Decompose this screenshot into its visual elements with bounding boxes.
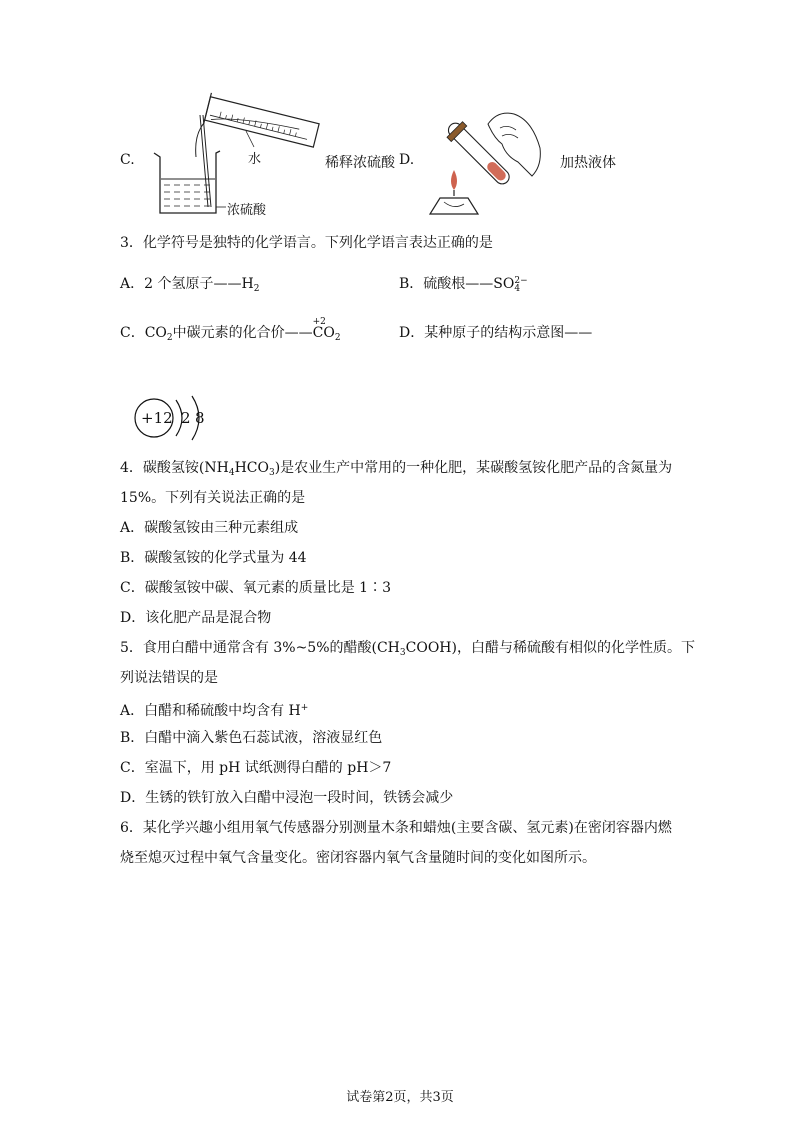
q4-stem-sub1: 4 <box>228 468 235 478</box>
q3-option-c <box>120 317 341 345</box>
q5-option-a <box>120 701 308 718</box>
q3-option-b <box>399 276 528 294</box>
q3-option-b-charge: 2− <box>514 276 528 286</box>
q3-option-c-formula-sub: 2 <box>334 333 341 343</box>
page-footer: 试卷第2页，共3页 <box>346 1090 454 1105</box>
q2-option-d-label: D. <box>399 152 415 168</box>
q3-stem: 3．化学符号是独特的化学语言。下列化学语言表达正确的是 <box>120 235 493 251</box>
q5-stem-part2: COOH)，白醋与稀硫酸有相似的化学性质。下 <box>405 640 695 656</box>
q4-option-c: C．碳酸氢铵中碳、氧元素的质量比是 1∶3 <box>120 580 391 596</box>
atom-nucleus-charge: +12 <box>141 409 173 427</box>
q6-stem-line2: 烧至熄灭过程中氧气含量变化。密闭容器内氧气含量随时间的变化如图所示。 <box>120 850 596 866</box>
q3-valence-mark: +2 <box>312 317 326 327</box>
q2-option-c-caption: 稀释浓硫酸 <box>325 155 395 171</box>
q5-option-b: B．白醋中滴入紫色石蕊试液，溶液显红色 <box>120 730 383 746</box>
q3-option-a-text: A．2 个氢原子——H <box>120 276 254 292</box>
q5-stem-line1 <box>120 641 695 660</box>
q5-stem-part1: 5．食用白醋中通常含有 3%~5%的醋酸(CH <box>120 640 400 656</box>
q2-option-c-label: C. <box>120 152 135 168</box>
q4-stem-part2: HCO <box>234 460 269 476</box>
q3-option-a-sub: 2 <box>253 284 260 294</box>
q3-option-b-text: B．硫酸根——SO <box>399 276 515 292</box>
q4-option-d: D．该化肥产品是混合物 <box>120 610 272 626</box>
q3-option-c-formula: CO <box>312 325 335 341</box>
q4-option-a: A．碳酸氢铵由三种元素组成 <box>120 520 299 536</box>
atom-shell-2: 8 <box>195 409 205 427</box>
q3-option-d: D．某种原子的结构示意图—— <box>399 325 593 341</box>
q3-option-c-text: C．CO <box>120 325 167 341</box>
q5-option-d: D．生锈的铁钉放入白醋中浸泡一段时间，铁锈会减少 <box>120 790 454 806</box>
q4-option-b: B．碳酸氢铵的化学式量为 44 <box>120 550 307 566</box>
q5-stem-line2: 列说法错误的是 <box>120 670 218 686</box>
q4-stem-line1 <box>120 461 672 480</box>
water-label: 水 <box>248 152 262 167</box>
q3-option-c-sub: 2 <box>166 333 173 343</box>
atom-shell-1: 2 <box>181 409 191 427</box>
q3-option-a <box>120 277 259 296</box>
q4-stem-part3: )是农业生产中常用的一种化肥，某碳酸氢铵化肥产品的含氮量为 <box>274 460 673 476</box>
q3-option-c-mid: 中碳元素的化合价—— <box>172 325 313 341</box>
conc-acid-label: 浓硫酸 <box>227 203 267 218</box>
q2-option-d-caption: 加热液体 <box>560 155 616 171</box>
q5-option-c: C．室温下，用 pH 试纸测得白醋的 pH＞7 <box>120 760 392 776</box>
q6-stem-line1: 6．某化学兴趣小组用氧气传感器分别测量木条和蜡烛(主要含碳、氢元素)在密闭容器内燃 <box>120 820 672 836</box>
q4-stem-line2: 15%。下列有关说法正确的是 <box>120 490 306 506</box>
q5-option-a-sup: + <box>300 703 309 713</box>
heating-liquid-illustration <box>428 100 548 220</box>
q3-option-b-sub: 4 <box>514 284 521 294</box>
q4-stem-sub2: 3 <box>268 468 275 478</box>
q5-stem-sub: 3 <box>399 648 406 658</box>
q4-stem-part1: 4．碳酸氢铵(NH <box>120 460 229 476</box>
q5-option-a-text: A．白醋和稀硫酸中均含有 H <box>120 703 301 719</box>
